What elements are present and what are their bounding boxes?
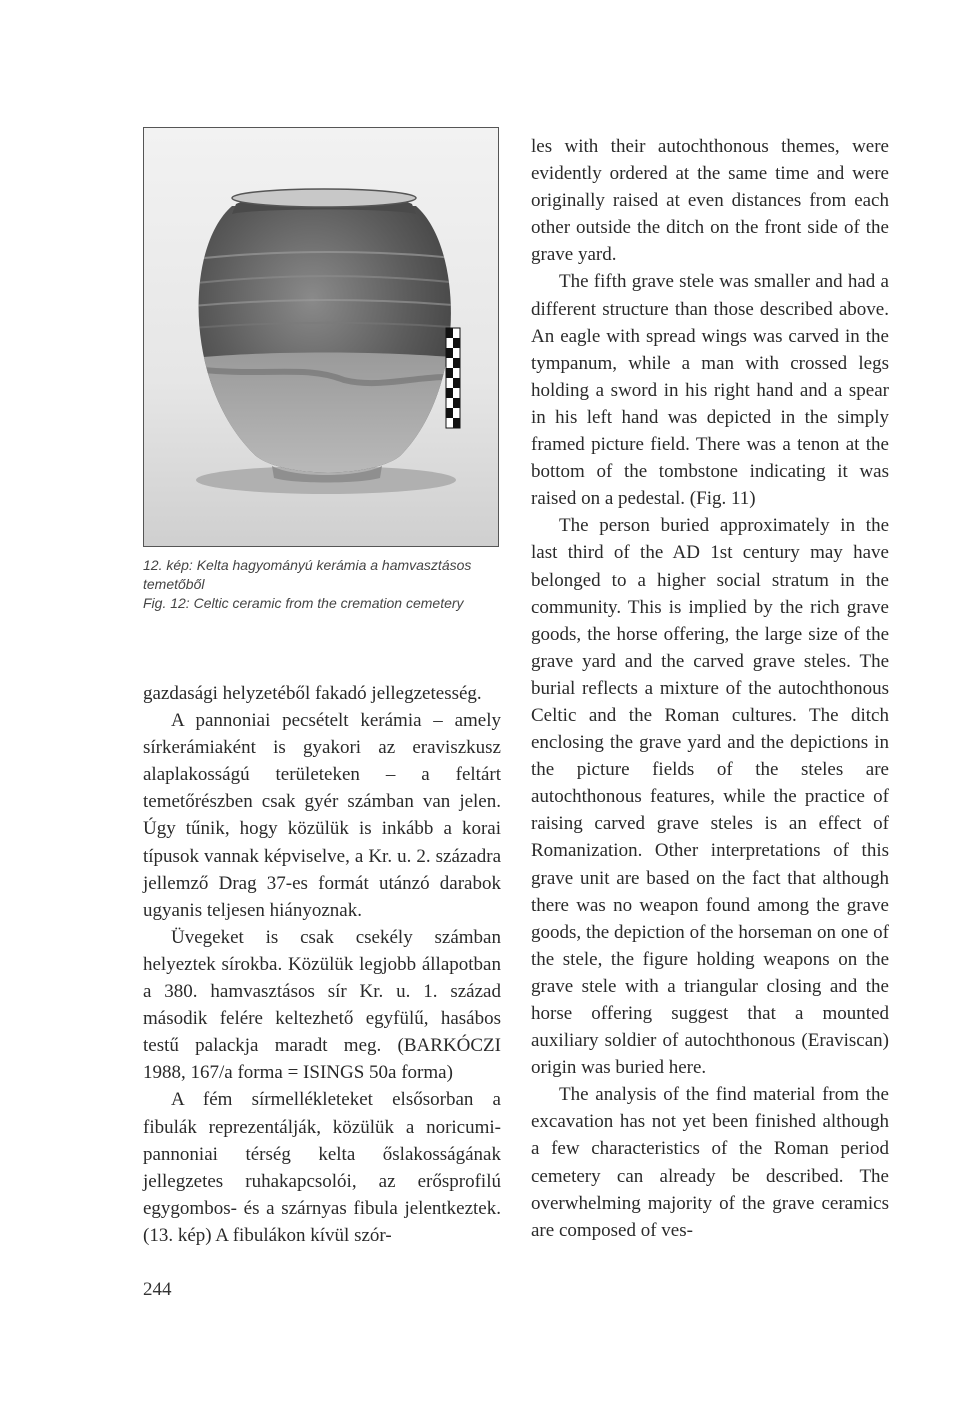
left-text-column	[143, 680, 501, 1249]
paragraph: The analysis of the find material from the excavation has not yet been finished although a few characteristics of the Roman period cemetery can already be described. The overwhelming majority of the grave ceramics are composed of ves-	[531, 1084, 889, 1241]
paragraph: The fifth grave stele was smaller and had a different structure than those described above. An eagle with spread wings was carved in the tympanum, while a man with crossed legs holding a sword in his right hand and a spear in his left hand was depicted in the simply framed picture field. There was a tenon at the bottom of the tombstone indicating it was raised on a pedestal. (Fig. 11)	[531, 271, 889, 510]
paragraph: A pannoniai pecsételt kerámia – amely sírkerámiaként is gyakori az eraviszkusz alaplakosságú területeken – a feltárt temetőrészben csak gyér számban van jelen. Úgy tűnik, hogy közülük is inkább a korai típusok vannak képviselve, a Kr. u. 2. századra jellemző Drag 37-es formát utánzó darabok ugyanis teljesen hiányoznak.	[143, 710, 501, 921]
figure-caption	[143, 556, 503, 613]
figure-photo	[143, 127, 499, 547]
paragraph: gazdasági helyzetéből fakadó jellegzetesség.	[143, 683, 482, 704]
measuring-scale-bar-icon	[446, 328, 460, 428]
celtic-pottery-jar-photo-icon	[144, 128, 499, 547]
right-text-column	[531, 133, 889, 1244]
caption-english: Fig. 12: Celtic ceramic from the cremation cemetery	[143, 595, 464, 611]
paragraph: Üvegeket is csak csekély számban helyeztek sírokba. Közülük legjobb állapotban a 380. hamvasztásos sír Kr. u. 1. század második felére keltezhető egyfülű, hasábos testű palackja maradt meg. (BARKÓCZI 1988, 167/a forma = ISINGS 50a forma)	[143, 926, 501, 1084]
paragraph: The person buried approximately in the last third of the AD 1st century may have belonged to a higher social stratum in the community. This is implied by the rich grave goods, the horse offering, the large size of the grave yard and the carved grave steles. The burial reflects a mixture of the autochthonous Celtic and the Roman cultures. The ditch enclosing the grave yard and the depictions in the picture fields of the steles are autochthonous features, while the practice of raising carved grave steles is an effect of Romanization. Other interpretations of this grave unit are based on the fact that although there was no weapon found among the grave goods, the depiction of the horseman on one of the stele, the figure holding weapons on the grave stele with a triangular closing and the horse offering suggest that a mounted auxiliary soldier of autochthonous (Eraviscan) origin was buried here.	[531, 515, 889, 1079]
page-number: 244	[143, 1279, 172, 1300]
paragraph: les with their autochthonous themes, were evidently ordered at the same time and were originally raised at even distances from each other outside the ditch on the front side of the grave yard.	[531, 136, 889, 266]
paragraph: A fém sírmellékleteket elsősorban a fibulák reprezentálják, közülük a noricumi-pannoniai térség kelta őslakosságának jellegzetes ruhakapcsolói, az erősprofilú egygombos- és a szárnyas fibula jelentkeztek. (13. kép) A fibulákon kívül szór-	[143, 1089, 501, 1246]
caption-hungarian: 12. kép: Kelta hagyományú kerámia a hamvasztásos temetőből	[143, 557, 472, 592]
